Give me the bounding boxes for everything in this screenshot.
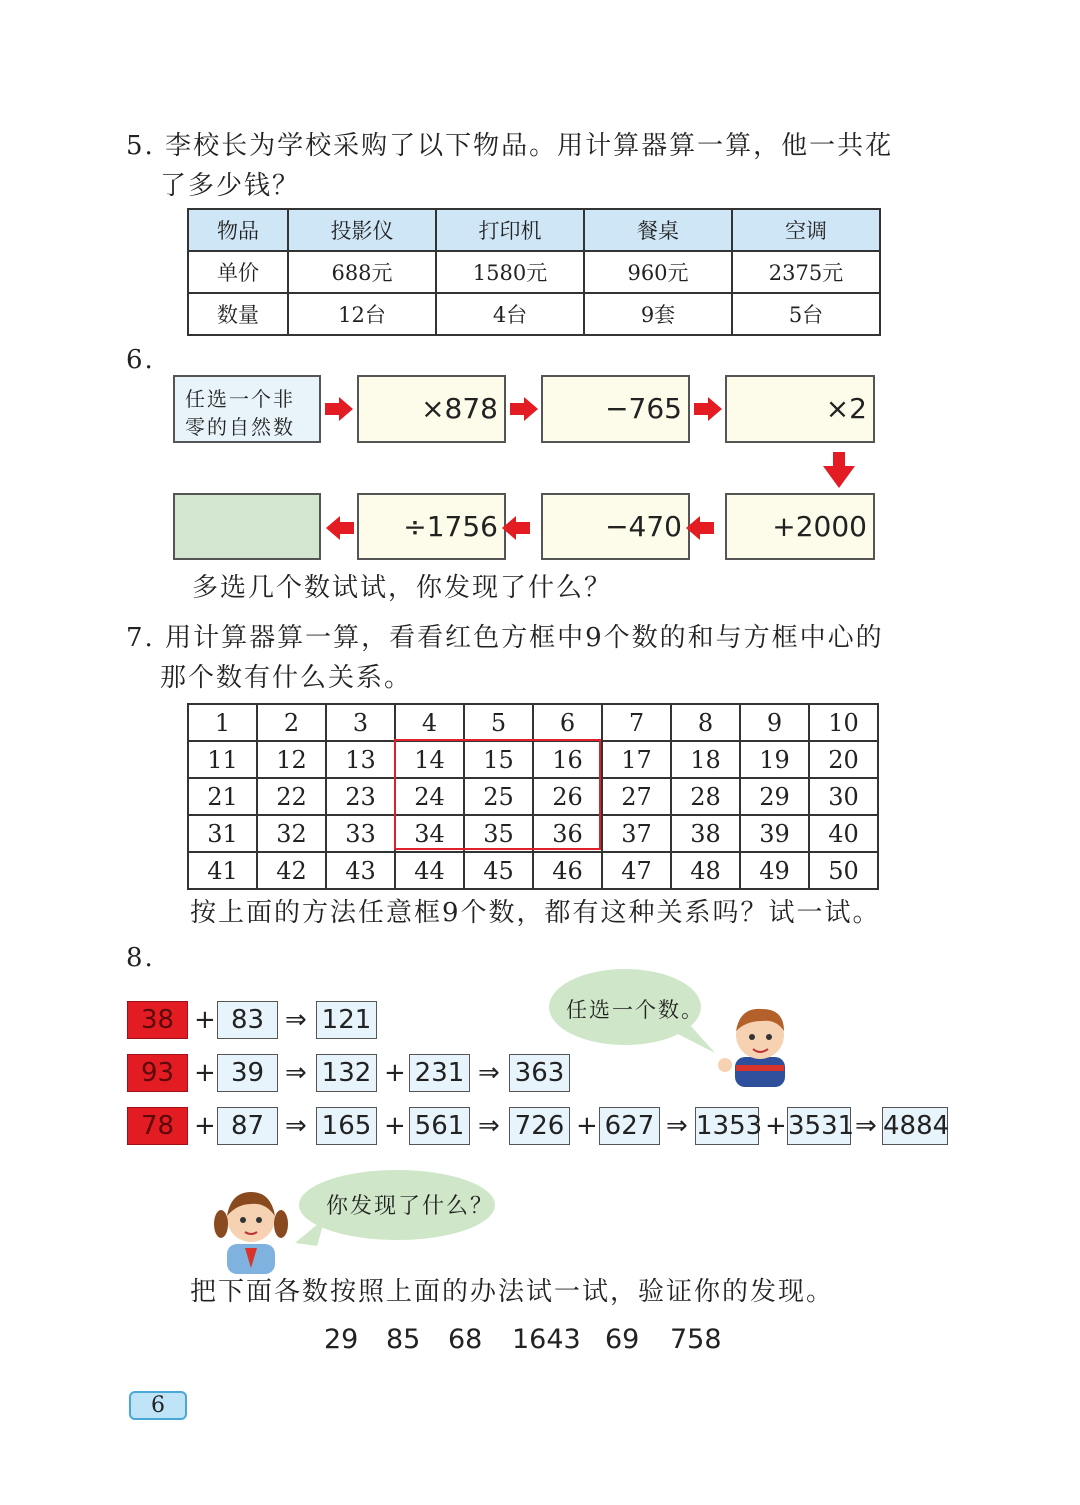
plus-sign: + bbox=[194, 1058, 216, 1088]
grid-cell: 48 bbox=[671, 852, 740, 889]
number-box: 39 bbox=[217, 1054, 278, 1092]
grid-cell: 47 bbox=[602, 852, 671, 889]
grid-cell: 29 bbox=[740, 778, 809, 815]
grid-cell: 42 bbox=[257, 852, 326, 889]
number-box: 627 bbox=[599, 1107, 660, 1145]
flow-step: ÷1756 bbox=[357, 493, 506, 560]
table-cell: 4台 bbox=[436, 293, 584, 335]
q7-line1: 7. 用计算器算一算，看看红色方框中9个数的和与方框中心的 bbox=[126, 623, 884, 653]
q7-line2: 那个数有什么关系。 bbox=[160, 663, 413, 693]
grid-cell: 45 bbox=[464, 852, 533, 889]
q7-prompt: 按上面的方法任意框9个数，都有这种关系吗？试一试。 bbox=[190, 898, 881, 928]
grid-cell: 46 bbox=[533, 852, 602, 889]
grid-cell: 25 bbox=[464, 778, 533, 815]
page-number: 6 bbox=[129, 1391, 187, 1420]
grid-cell: 28 bbox=[671, 778, 740, 815]
grid-cell: 39 bbox=[740, 815, 809, 852]
arrow-right-icon bbox=[510, 397, 538, 421]
boy-illustration bbox=[540, 965, 800, 1095]
arrow-sign: ⇒ bbox=[478, 1058, 500, 1088]
q8-number: 8. bbox=[126, 943, 155, 973]
table-cell: 打印机 bbox=[436, 209, 584, 251]
grid-cell: 17 bbox=[602, 741, 671, 778]
flow-step: −765 bbox=[541, 375, 690, 443]
grid-cell: 8 bbox=[671, 704, 740, 741]
grid-cell: 40 bbox=[809, 815, 878, 852]
practice-number: 85 bbox=[386, 1324, 421, 1355]
grid-cell: 37 bbox=[602, 815, 671, 852]
table-cell: 1580元 bbox=[436, 251, 584, 293]
arrow-sign: ⇒ bbox=[285, 1005, 307, 1035]
grid-cell: 35 bbox=[464, 815, 533, 852]
grid-cell: 10 bbox=[809, 704, 878, 741]
boy-icon bbox=[718, 1009, 785, 1087]
grid-cell: 5 bbox=[464, 704, 533, 741]
grid-cell: 7 bbox=[602, 704, 671, 741]
flow-step: +2000 bbox=[725, 493, 875, 560]
flow-step: −470 bbox=[541, 493, 690, 560]
q8-instruction: 把下面各数按照上面的办法试一试，验证你的发现。 bbox=[190, 1277, 835, 1307]
flow-step: ×878 bbox=[357, 375, 506, 443]
number-box: 363 bbox=[509, 1054, 570, 1092]
number-box: 726 bbox=[509, 1107, 570, 1145]
grid-cell: 30 bbox=[809, 778, 878, 815]
grid-cell: 6 bbox=[533, 704, 602, 741]
flow-step: ×2 bbox=[725, 375, 875, 443]
start-number-box: 78 bbox=[127, 1107, 188, 1145]
practice-number: 29 bbox=[324, 1324, 359, 1355]
q6-prompt: 多选几个数试试，你发现了什么？ bbox=[192, 573, 613, 603]
arrow-sign: ⇒ bbox=[855, 1111, 877, 1141]
start-number-box: 93 bbox=[127, 1054, 188, 1092]
grid-cell: 23 bbox=[326, 778, 395, 815]
q5-line1: 5. 李校长为学校采购了以下物品。用计算器算一算，他一共花 bbox=[126, 131, 894, 161]
boy-bubble-text: 任选一个数。 bbox=[566, 998, 704, 1022]
number-box: 87 bbox=[217, 1107, 278, 1145]
plus-sign: + bbox=[194, 1111, 216, 1141]
arrow-left-icon bbox=[326, 516, 354, 540]
grid-cell: 44 bbox=[395, 852, 464, 889]
girl-illustration bbox=[205, 1168, 505, 1278]
girl-bubble-text: 你发现了什么？ bbox=[326, 1194, 495, 1219]
grid-cell: 49 bbox=[740, 852, 809, 889]
grid-cell: 4 bbox=[395, 704, 464, 741]
arrow-left-icon bbox=[502, 516, 530, 540]
number-box: 132 bbox=[316, 1054, 377, 1092]
flow-arrows bbox=[0, 0, 1080, 600]
start-box: 任选一个非零的自然数 bbox=[173, 375, 321, 443]
grid-cell: 18 bbox=[671, 741, 740, 778]
grid-cell: 14 bbox=[395, 741, 464, 778]
grid-cell: 9 bbox=[740, 704, 809, 741]
number-box: 4884 bbox=[882, 1107, 948, 1145]
table-cell: 960元 bbox=[584, 251, 732, 293]
practice-number: 68 bbox=[448, 1324, 483, 1355]
number-box: 231 bbox=[409, 1054, 470, 1092]
table-cell: 物品 bbox=[188, 209, 288, 251]
red-selection-frame bbox=[394, 739, 601, 850]
grid-cell: 11 bbox=[188, 741, 257, 778]
girl-icon bbox=[214, 1192, 288, 1274]
number-box: 165 bbox=[316, 1107, 377, 1145]
arrow-sign: ⇒ bbox=[478, 1111, 500, 1141]
grid-cell: 33 bbox=[326, 815, 395, 852]
grid-cell: 32 bbox=[257, 815, 326, 852]
plus-sign: + bbox=[384, 1111, 406, 1141]
grid-cell: 43 bbox=[326, 852, 395, 889]
q5-line2: 了多少钱？ bbox=[160, 171, 301, 201]
grid-cell: 12 bbox=[257, 741, 326, 778]
grid-cell: 20 bbox=[809, 741, 878, 778]
table-cell: 数量 bbox=[188, 293, 288, 335]
plus-sign: + bbox=[576, 1111, 598, 1141]
plus-sign: + bbox=[384, 1058, 406, 1088]
table-cell: 12台 bbox=[288, 293, 436, 335]
practice-number: 1643 bbox=[512, 1324, 581, 1355]
table-cell: 688元 bbox=[288, 251, 436, 293]
grid-cell: 21 bbox=[188, 778, 257, 815]
grid-cell: 3 bbox=[326, 704, 395, 741]
number-box: 3531 bbox=[787, 1107, 851, 1145]
number-box: 1353 bbox=[695, 1107, 759, 1145]
grid-cell: 38 bbox=[671, 815, 740, 852]
grid-cell: 19 bbox=[740, 741, 809, 778]
table-cell: 5台 bbox=[732, 293, 880, 335]
grid-cell: 13 bbox=[326, 741, 395, 778]
table-cell: 2375元 bbox=[732, 251, 880, 293]
grid-cell: 50 bbox=[809, 852, 878, 889]
arrow-sign: ⇒ bbox=[666, 1111, 688, 1141]
arrow-sign: ⇒ bbox=[285, 1111, 307, 1141]
plus-sign: + bbox=[194, 1005, 216, 1035]
practice-number: 69 bbox=[605, 1324, 640, 1355]
grid-cell: 36 bbox=[533, 815, 602, 852]
grid-cell: 31 bbox=[188, 815, 257, 852]
table-cell: 单价 bbox=[188, 251, 288, 293]
grid-cell: 41 bbox=[188, 852, 257, 889]
number-box: 121 bbox=[316, 1001, 377, 1039]
grid-cell: 24 bbox=[395, 778, 464, 815]
grid-cell: 34 bbox=[395, 815, 464, 852]
arrow-sign: ⇒ bbox=[285, 1058, 307, 1088]
table-cell: 餐桌 bbox=[584, 209, 732, 251]
practice-number: 758 bbox=[670, 1324, 722, 1355]
plus-sign: + bbox=[765, 1111, 787, 1141]
arrow-down-icon bbox=[823, 452, 855, 488]
grid-cell: 1 bbox=[188, 704, 257, 741]
grid-cell: 15 bbox=[464, 741, 533, 778]
number-box: 561 bbox=[409, 1107, 470, 1145]
number-box: 83 bbox=[217, 1001, 278, 1039]
grid-cell: 16 bbox=[533, 741, 602, 778]
grid-cell: 2 bbox=[257, 704, 326, 741]
grid-cell: 26 bbox=[533, 778, 602, 815]
table-cell: 9套 bbox=[584, 293, 732, 335]
start-number-box: 38 bbox=[127, 1001, 188, 1039]
grid-cell: 27 bbox=[602, 778, 671, 815]
arrow-left-icon bbox=[686, 516, 714, 540]
table-cell: 空调 bbox=[732, 209, 880, 251]
table-cell: 投影仪 bbox=[288, 209, 436, 251]
arrow-right-icon bbox=[694, 397, 722, 421]
arrow-right-icon bbox=[325, 397, 353, 421]
grid-cell: 22 bbox=[257, 778, 326, 815]
q6-number: 6. bbox=[126, 345, 155, 375]
